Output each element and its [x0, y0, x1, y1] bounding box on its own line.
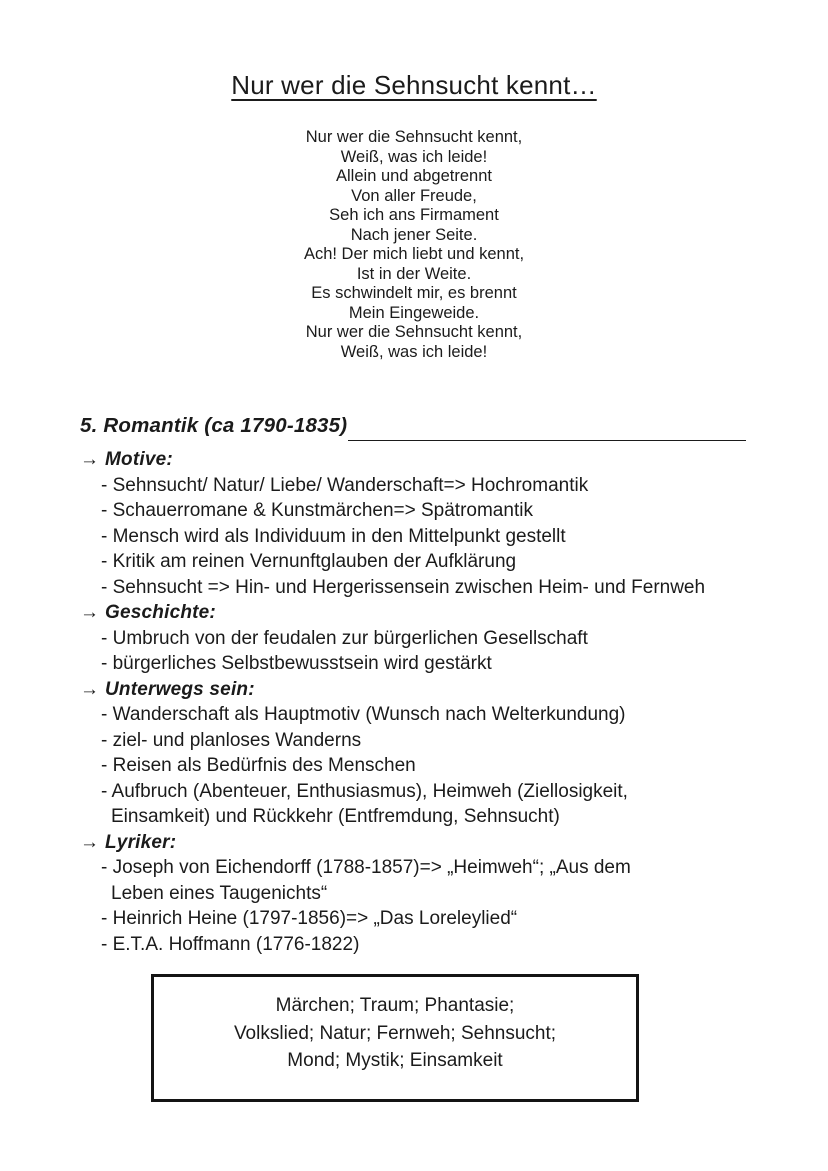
topic-label-row: [80, 677, 746, 703]
note-item: - ziel- und planloses Wanderns: [101, 729, 362, 751]
note-item: - Aufbruch (Abenteuer, Enthusiasmus), Heimweh (Ziellosigkeit,: [101, 780, 628, 802]
section-heading-row: [80, 414, 746, 445]
poem-line: Weiß, was ich leide!: [340, 147, 488, 166]
note-item: - Heinrich Heine (1797-1856)=> „Das Loreleylied“: [101, 908, 518, 929]
heading-underline: [348, 440, 746, 441]
poem-line: Mein Eingeweide.: [348, 303, 480, 322]
note-item: - Reisen als Bedürfnis des Menschen: [101, 755, 416, 776]
keyword-line: Volkslied; Natur; Fernweh; Sehnsucht;: [233, 1022, 557, 1044]
note-item-continuation: Einsamkeit) und Rückkehr (Entfremdung, Sehnsucht): [111, 806, 560, 827]
topic-label: Lyriker:: [105, 831, 177, 853]
keyword-line: Märchen; Traum; Phantasie;: [275, 995, 515, 1016]
topic-label: Motive:: [105, 449, 173, 470]
notes-lines: [80, 447, 746, 957]
poem-line: Von aller Freude,: [351, 186, 477, 205]
topic-label-row: [80, 830, 746, 856]
note-item: - Umbruch von der feudalen zur bürgerlichen Gesellschaft: [101, 627, 588, 649]
poem-line: Allein und abgetrennt: [336, 167, 492, 185]
note-item: - bürgerliches Selbstbewusstsein wird gestärkt: [101, 653, 492, 674]
arrow-icon: →: [80, 831, 99, 853]
poem-line: Nur wer die Sehnsucht kennt,: [305, 128, 523, 146]
poem: [0, 128, 828, 362]
poem-line: Ach! Der mich liebt und kennt,: [303, 245, 525, 263]
arrow-icon: →: [80, 678, 99, 700]
poem-line: Seh ich ans Firmament: [329, 206, 499, 224]
poem-line: Nur wer die Sehnsucht kennt,: [305, 323, 523, 341]
note-item: - Wanderschaft als Hauptmotiv (Wunsch nach Welterkundung): [101, 704, 626, 725]
poem-line: Weiß, was ich leide!: [340, 342, 488, 361]
note-item: - Joseph von Eichendorff (1788-1857)=> „Heimweh“; „Aus dem: [101, 857, 631, 878]
keyword-line: Mond; Mystik; Einsamkeit: [287, 1050, 503, 1071]
note-item: - Schauerromane & Kunstmärchen=> Spätromantik: [101, 500, 533, 521]
poem-line: Ist in der Weite.: [356, 264, 472, 283]
topic-label: Unterwegs sein:: [105, 678, 255, 700]
section-heading: 5. Romantik (ca 1790-1835): [80, 414, 348, 437]
note-item-continuation: Leben eines Taugenichts“: [111, 882, 328, 904]
topic-label-row: [80, 447, 746, 473]
arrow-icon: →: [80, 602, 99, 623]
note-item: - Sehnsucht => Hin- und Hergerissensein zwischen Heim- und Fernweh: [101, 576, 706, 598]
note-item: - Mensch wird als Individuum in den Mittelpunkt gestellt: [101, 525, 566, 547]
poem-line: Es schwindelt mir, es brennt: [311, 284, 517, 302]
page-title: Nur wer die Sehnsucht kennt…: [231, 70, 597, 100]
note-item: - Sehnsucht/ Natur/ Liebe/ Wanderschaft=> Hochromantik: [101, 474, 589, 496]
note-item: - Kritik am reinen Vernunftglauben der Aufklärung: [101, 551, 517, 572]
topic-label-row: [80, 600, 746, 626]
keywords-box: [151, 974, 639, 1102]
arrow-icon: →: [80, 449, 99, 470]
poem-line: Nach jener Seite.: [350, 225, 478, 244]
notes-section: [80, 414, 746, 957]
topic-label: Geschichte:: [105, 602, 216, 623]
note-item: - E.T.A. Hoffmann (1776-1822): [101, 933, 360, 955]
